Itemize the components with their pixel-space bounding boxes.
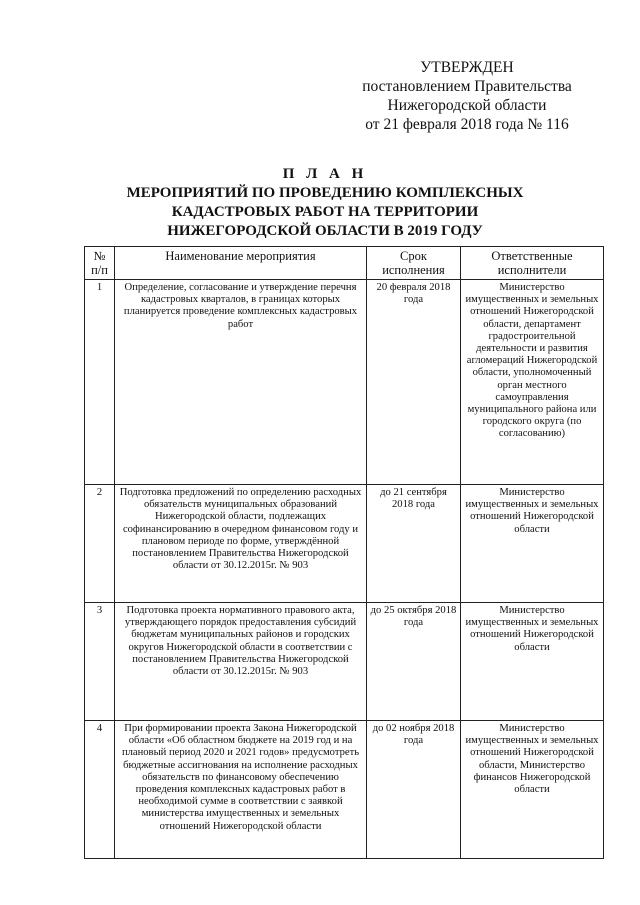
row-num: 4 bbox=[85, 721, 115, 859]
approval-status: УТВЕРЖДЕН bbox=[420, 59, 514, 76]
plan-title-line-2: КАДАСТРОВЫХ РАБОТ НА ТЕРРИТОРИИ bbox=[171, 204, 479, 220]
row-num: 3 bbox=[85, 603, 115, 721]
approval-decree: постановлением Правительства bbox=[362, 78, 572, 95]
plan-title-word: П Л А Н bbox=[282, 166, 368, 182]
approval-region: Нижегородской области bbox=[387, 97, 547, 114]
plan-title-line-3: НИЖЕГОРОДСКОЙ ОБЛАСТИ В 2019 ГОДУ bbox=[167, 223, 483, 239]
table-header-row bbox=[85, 247, 604, 280]
plan-title-line-1: МЕРОПРИЯТИЙ ПО ПРОВЕДЕНИЮ КОМПЛЕКСНЫХ bbox=[126, 185, 524, 201]
table-row bbox=[85, 280, 604, 485]
row-responsible: Министерство имущественных и земельных отношений Нижегородской области bbox=[461, 603, 604, 721]
row-num: 1 bbox=[85, 280, 115, 485]
row-name: Определение, согласование и утверждение перечня кадастровых кварталов, в границах которых планируется проведение комплексных кадастровых работ bbox=[115, 280, 367, 485]
header-num: № п/п bbox=[85, 247, 115, 280]
approval-block bbox=[352, 58, 582, 134]
row-name: Подготовка предложений по определению расходных обязательств муниципальных образований Нижегородской области, подлежащих софинансированию в очередном финансовом году и плановом периоде по форме, утверждённой постановлением Правительства Нижегородской области от 30.12.2015г. № 903 bbox=[115, 485, 367, 603]
header-name: Наименование мероприятия bbox=[115, 247, 367, 280]
row-deadline: до 21 сентября 2018 года bbox=[367, 485, 461, 603]
header-responsible: Ответственные исполнители bbox=[461, 247, 604, 280]
row-deadline: до 25 октября 2018 года bbox=[367, 603, 461, 721]
plan-table bbox=[84, 246, 604, 859]
row-num: 2 bbox=[85, 485, 115, 603]
header-deadline: Срок исполнения bbox=[367, 247, 461, 280]
plan-title bbox=[60, 165, 590, 241]
table-row bbox=[85, 485, 604, 603]
row-responsible: Министерство имущественных и земельных отношений Нижегородской области, Министерство финансов Нижегородской области bbox=[461, 721, 604, 859]
table-row bbox=[85, 721, 604, 859]
row-name: Подготовка проекта нормативного правового акта, утверждающего порядок предоставления субсидий бюджетам муниципальных районов и городских округов Нижегородской области в соответствии с постановлением Правительства Нижегородской области от 30.12.2015г. № 903 bbox=[115, 603, 367, 721]
row-responsible: Министерство имущественных и земельных отношений Нижегородской области, департамент градостроительной деятельности и развития агломераций Нижегородской области, уполномоченный орган местного самоуправления муниципального района или городского округа (по согласованию) bbox=[461, 280, 604, 485]
row-responsible: Министерство имущественных и земельных отношений Нижегородской области bbox=[461, 485, 604, 603]
row-name: При формировании проекта Закона Нижегородской области «Об областном бюджете на 2019 год и на плановый период 2020 и 2021 годов» предусмотреть бюджетные ассигнования на исполнение расходных обязательств по финансовому обеспечению проведения комплексных кадастровых работ в необходимой сумме в соответствии с заявкой министерства имущественных и земельных отношений Нижегородской области bbox=[115, 721, 367, 859]
table-row bbox=[85, 603, 604, 721]
row-deadline: 20 февраля 2018 года bbox=[367, 280, 461, 485]
row-deadline: до 02 ноября 2018 года bbox=[367, 721, 461, 859]
approval-date-number: от 21 февраля 2018 года № 116 bbox=[365, 116, 569, 133]
